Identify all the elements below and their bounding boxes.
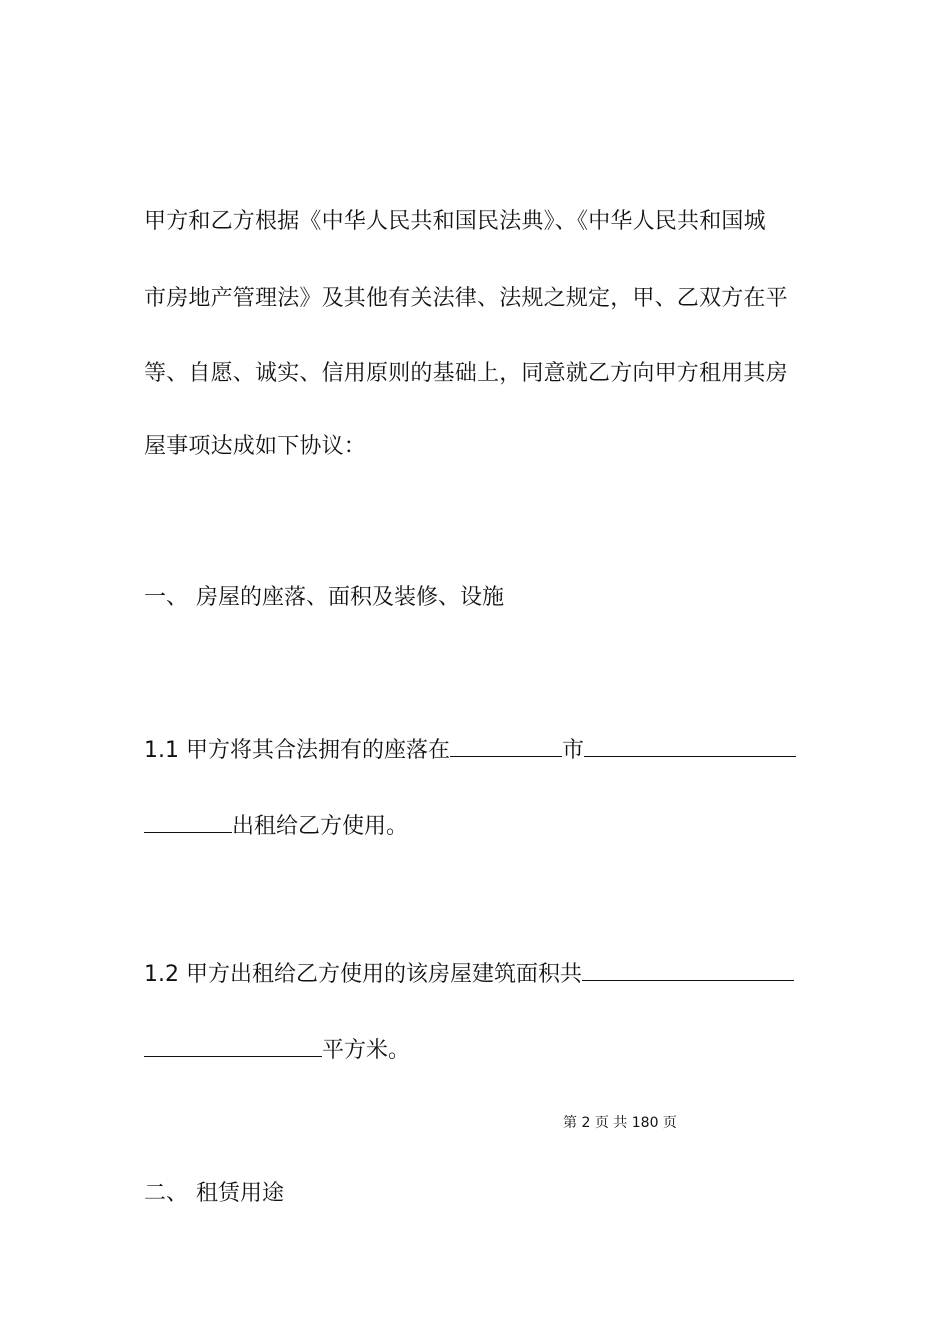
clause-1-2-suffix: 平方米。 (322, 1038, 411, 1063)
area-blank-1[interactable] (582, 958, 794, 981)
clause-1-2-line-1 (144, 958, 794, 989)
clause-1-1-line-2 (144, 810, 408, 841)
clause-1-2-line-2 (144, 1034, 410, 1065)
clause-1-1-prefix: 1.1 甲方将其合法拥有的座落在 (144, 738, 450, 763)
area-blank-2[interactable] (144, 1034, 322, 1057)
page-number-label: 第 2 页 共 180 页 (563, 1115, 677, 1131)
intro-line-1: 甲方和乙方根据《中华人民共和国民法典》、《中华人民共和国城 (144, 209, 766, 234)
section-2-number: 二、 (144, 1181, 189, 1206)
section-1-heading (144, 584, 504, 612)
section-1-title: 房屋的座落、面积及装修、设施 (196, 585, 505, 610)
intro-line-4: 屋事项达成如下协议： (144, 434, 367, 459)
intro-line-3: 等、自愿、诚实、信用原则的基础上，同意就乙方向甲方租用其房 (144, 361, 788, 386)
section-2-title: 租赁用途 (196, 1181, 285, 1206)
clause-1-1-city-label: 市 (561, 738, 584, 763)
clause-1-1-suffix: 出租给乙方使用。 (232, 814, 409, 839)
city-blank[interactable] (450, 734, 562, 757)
section-1-number: 一、 (144, 585, 189, 610)
address-blank-2[interactable] (144, 810, 232, 833)
address-blank-1[interactable] (584, 734, 796, 757)
clause-1-1-line-1 (144, 734, 796, 765)
intro-line-2: 市房地产管理法》及其他有关法律、法规之规定，甲、乙双方在平 (144, 286, 788, 311)
clause-1-2-prefix: 1.2 甲方出租给乙方使用的该房屋建筑面积共 (144, 962, 582, 987)
page-footer (0, 1114, 950, 1132)
section-2-heading (144, 1180, 284, 1208)
